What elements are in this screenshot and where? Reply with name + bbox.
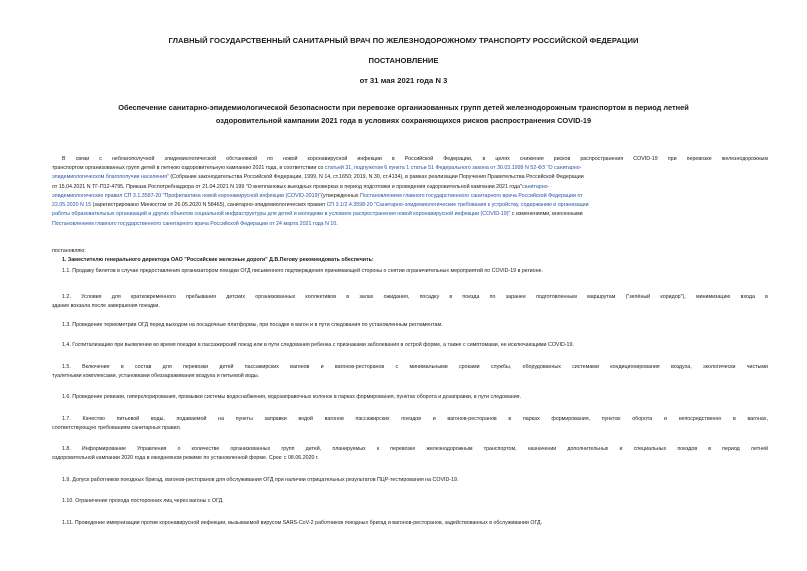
item-1-8-line-1: 1.8. Информирование Управления о количестве организованных групп детей, планируемых к перевозке железнодорожным транспортом, назначении дополнительных и специальных поездов в период летней xyxy=(62,446,768,452)
subject-line-1: Обеспечение санитарно-эпидемиологической безопасности при перевозке организованных групп детей железнодорожным транспортом в период летней xyxy=(118,103,689,112)
preamble-line-6: 22.05.2020 N 15 (зарегистрировано Минюстом от 26.05.2020 N 58465), санитарно-эпидемиологических правил СП 3.1/2.4.3598-20 "Санитарно-эпидемиологические требования к устройству, содержанию и организации xyxy=(52,202,589,208)
preamble-line-5: эпидемиологических правил СП 3.1.3597-20 "Профилактика новой коронавирусной инфекции (COVID-2019)"(утвержденных Постановлением главного государственного санитарного врача Российской Федерации от xyxy=(52,193,583,199)
subject-line-2: оздоровительной кампании 2021 года в условиях сохраняющихся рисков распространения COVID-19 xyxy=(215,116,592,125)
preamble-line-2: транспортом организованных групп детей в летнюю оздоровительную кампанию 2021 года, в соответствии со статьей 31, подпунктом 6 пункта 1 статьи 51 Федерального закона от 30.03.1999 N 52-ФЗ "О санитарно- xyxy=(52,165,582,171)
amendment-resolution-link[interactable]: Постановлением главного государственного санитарного врача Российской Федерации от 24 марта 2021 года N 10 xyxy=(52,221,337,227)
document-type: ПОСТАНОВЛЕНИЕ xyxy=(368,56,439,65)
decree-word: постановляю: xyxy=(52,248,86,254)
preamble-line-4: от 15.04.2021 N ТГ-П12-4795, Приказа Роспотребнадзора от 21.04.2021 N 199 "О внеплановых выездных проверках в период подготовки и проведения оздоровительной кампании 2021 года"санитарно- xyxy=(52,184,550,190)
sp-3-1-3597-20-link[interactable]: эпидемиологических правил СП 3.1.3597-20 "Профилактика новой коронавирусной инфекции (COVID-2019)" xyxy=(52,193,322,199)
law-title-link[interactable]: эпидемиологическом благополучии населения" xyxy=(52,174,169,180)
item-1-11: 1.11. Проведение иммунизации против коронавирусной инфекции, вызываемой вирусом SARS-CoV-2 работников поездных бригад и вагонов-ресторанов, задействованных в обслуживании ОГД. xyxy=(62,520,543,526)
item-1-1: 1.1. Продажу билетов в случае предоставления организатором поездки ОГД письменного подтверждения принимающей стороны о снятии ограничительных мероприятий по COVID-19 в регионе. xyxy=(62,268,543,274)
item-1-5-line-1: 1.5. Включение в состав для перевозки детей пассажирских вагонов и вагонов-ресторанов с минимальными сроками службы, оборудованных системами кондиционирования воздуха, экологически чистыми xyxy=(62,364,768,370)
item-1-6: 1.6. Проведение ревизии, гиперхлорирования, промывки системы водоснабжения, водозаправочных колонок в парках формирования, пунктах оборота и дозаправки, в пути следования. xyxy=(62,394,522,400)
resolution-link[interactable]: Постановлением главного государственного санитарного врача Российской Федерации от xyxy=(360,193,583,199)
item-1-2-line-1: 1.2. Условия для кратковременного пребывания детских организованных коллективов в залах ожидания, посадку в поезда по заранее подготовленным маршрутам ("зелёный коридор"), минимизацию входа в xyxy=(62,294,768,300)
item-1-3: 1.3. Проведение термометрии ОГД перед выходом на посадочные платформы, при посадке в вагон и в пути следования по установленным регламентам. xyxy=(62,322,443,328)
preamble-line-3: эпидемиологическом благополучии населения" (Собрание законодательства Российской Федерации, 1999, N 14, ст.1650; 2019, N 30, ст.4134), в рамках реализации Поручения Правительства Российской Федерации xyxy=(52,174,584,180)
sanitary-rules-link[interactable]: санитарно- xyxy=(521,184,550,190)
item-1-7-line-2: соответствующую требованиям санитарных правил. xyxy=(52,425,182,431)
item-1-9: 1.9. Допуск работников поездных бригад, вагонов-ресторанов для обслуживания ОГД при наличии отрицательных результатов ПЦР-тестирования на COVID-19. xyxy=(62,477,459,483)
preamble-line-1: В связи с неблагополучной эпидемиологической обстановкой по новой коронавирусной инфекции в Российской Федерации, в целях снижения рисков распространения COVID-19 при перевозке железнодорожным xyxy=(62,156,768,162)
item-1-10: 1.10. Ограничение прохода посторонних лиц через вагоны с ОГД. xyxy=(62,498,224,504)
document-subject xyxy=(40,101,767,127)
issuing-authority: ГЛАВНЫЙ ГОСУДАРСТВЕННЫЙ САНИТАРНЫЙ ВРАЧ ПО ЖЕЛЕЗНОДОРОЖНОМУ ТРАНСПОРТУ РОССИЙСКОЙ ФЕДЕРАЦИИ xyxy=(168,36,639,45)
sp-3-1-2-4-3598-20-link[interactable]: СП 3.1/2.4.3598-20 "Санитарно-эпидемиологические требования к устройству, содержанию и организации xyxy=(326,202,589,208)
sp-title-link[interactable]: работы образовательных организаций и других объектов социальной инфраструктуры для детей и молодежи в условиях распространения новой коронавирусной инфекции (COVID-19)" xyxy=(52,211,511,217)
preamble-line-7: работы образовательных организаций и других объектов социальной инфраструктуры для детей и молодежи в условиях распространения новой коронавирусной инфекции (COVID-19)" с изменениями, внесенными xyxy=(52,211,583,217)
item-1-2-line-2: здание вокзала после завершения поездки. xyxy=(52,303,160,309)
law-article-link[interactable]: статьей 31, подпунктом 6 пункта 1 статьи 51 Федерального закона от 30.03.1999 N 52-ФЗ "О санитарно- xyxy=(324,165,582,171)
item-1-8-line-2: оздоровительной кампании 2020 года в ежедневном режиме по установленной форме. Срок: с 08.06.2020 г. xyxy=(52,455,319,461)
preamble-line-8: Постановлением главного государственного санитарного врача Российской Федерации от 24 марта 2021 года N 10. xyxy=(52,221,338,227)
item-1-5-line-2: туалетными комплексами, установками обеззараживания воздуха и питьевой воды. xyxy=(52,373,260,379)
item-1-4: 1.4. Госпитализацию при выявлении во время поездки в пассажирский поезд или в пути следования ребенка с признаками заболевания в острой форме, а также с симптомами, не исключающими COVID-19. xyxy=(62,342,574,348)
document-date-number: от 31 мая 2021 года N 3 xyxy=(359,76,448,85)
resolution-date-link[interactable]: 22.05.2020 N 15 xyxy=(52,202,92,208)
section-1-heading: 1. Заместителю генерального директора ОАО "Российские железные дороги" Д.В.Пегову рекомендовать обеспечить: xyxy=(62,257,374,263)
item-1-7-line-1: 1.7. Качество питьевой воды, подаваемой на пункты заправки водой вагонов пассажирских поездов и вагонов-ресторанов в парках формирования, пунктах оборота и непосредственно в вагонах, xyxy=(62,416,768,422)
